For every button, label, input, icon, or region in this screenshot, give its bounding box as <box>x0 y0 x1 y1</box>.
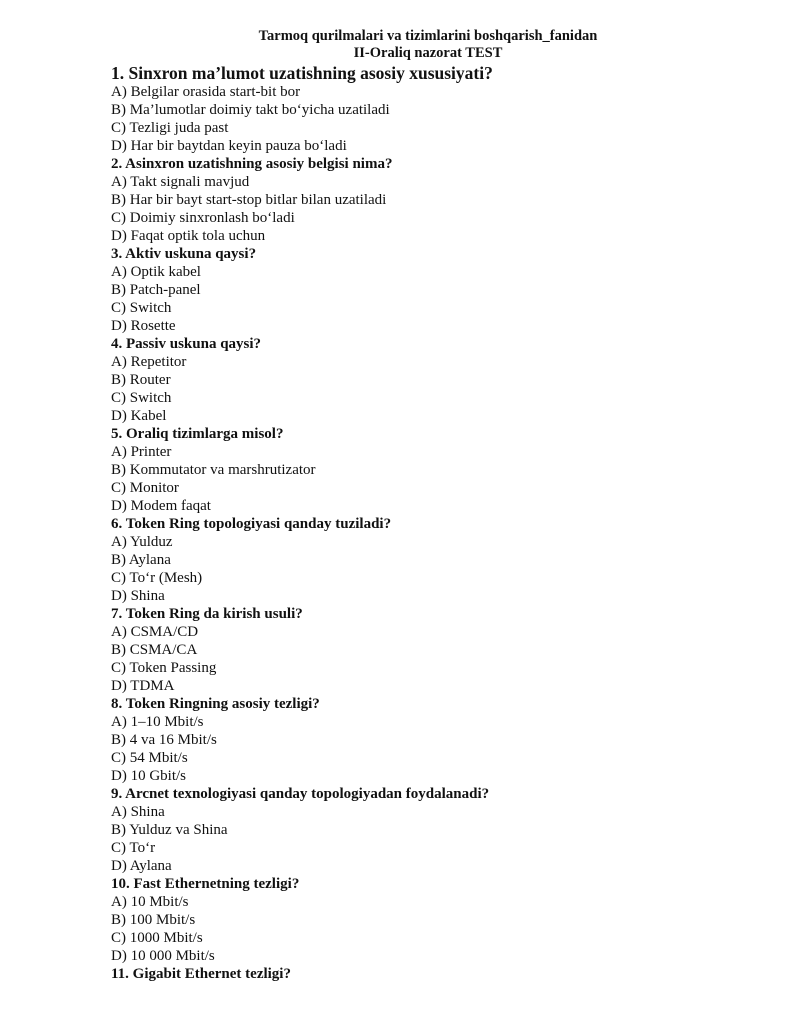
question-block <box>111 605 771 695</box>
question-block <box>111 155 771 245</box>
answer-option: B) Router <box>111 372 171 388</box>
answer-option: C) To‘r <box>111 840 156 856</box>
answer-option: C) 1000 Mbit/s <box>111 930 203 946</box>
answer-option: C) 54 Mbit/s <box>111 750 188 766</box>
document-header-title: Tarmoq qurilmalari va tizimlarini boshqarish_fanidan <box>258 28 598 44</box>
question-title: 1. Sinxron ma’lumot uzatishning asosiy xususiyati? <box>111 63 493 83</box>
answer-option: A) Yulduz <box>111 534 173 550</box>
question-title: 4. Passiv uskuna qaysi? <box>111 336 262 352</box>
answer-option: D) Aylana <box>111 858 172 874</box>
question-block <box>111 245 771 335</box>
question-block <box>111 785 771 875</box>
answer-option: D) Shina <box>111 588 165 604</box>
answer-option: D) Kabel <box>111 408 167 424</box>
question-title: 3. Aktiv uskuna qaysi? <box>111 246 257 262</box>
answer-option: C) Token Passing <box>111 660 217 676</box>
answer-option: A) 1–10 Mbit/s <box>111 714 204 730</box>
answer-option: B) 100 Mbit/s <box>111 912 196 928</box>
answer-option: D) Faqat optik tola uchun <box>111 228 266 244</box>
answer-option: B) Yulduz va Shina <box>111 822 228 838</box>
answer-option: A) Optik kabel <box>111 264 201 280</box>
document-header-subtitle: II-Oraliq nazorat TEST <box>353 45 503 61</box>
answer-option: D) 10 Gbit/s <box>111 768 186 784</box>
answer-option: B) Kommutator va marshrutizator <box>111 462 316 478</box>
question-block <box>111 875 771 965</box>
answer-option: A) Takt signali mavjud <box>111 174 250 190</box>
question-list <box>111 63 771 983</box>
answer-option: D) TDMA <box>111 678 175 694</box>
answer-option: D) 10 000 Mbit/s <box>111 948 215 964</box>
answer-option: A) Printer <box>111 444 172 460</box>
answer-option: C) To‘r (Mesh) <box>111 570 203 586</box>
answer-option: C) Doimiy sinxronlash bo‘ladi <box>111 210 295 226</box>
answer-option: B) Ma’lumotlar doimiy takt bo‘yicha uzatiladi <box>111 102 390 118</box>
answer-option: C) Switch <box>111 300 172 316</box>
question-title: 8. Token Ringning asosiy tezligi? <box>111 696 320 712</box>
question-block <box>111 63 771 155</box>
question-block <box>111 425 771 515</box>
question-block <box>111 965 771 983</box>
question-title: 11. Gigabit Ethernet tezligi? <box>111 966 291 982</box>
answer-option: B) CSMA/CA <box>111 642 198 658</box>
answer-option: B) 4 va 16 Mbit/s <box>111 732 217 748</box>
answer-option: D) Har bir baytdan keyin pauza bo‘ladi <box>111 138 347 154</box>
answer-option: C) Monitor <box>111 480 179 496</box>
answer-option: A) 10 Mbit/s <box>111 894 189 910</box>
answer-option: A) Shina <box>111 804 165 820</box>
question-title: 7. Token Ring da kirish usuli? <box>111 606 303 622</box>
question-block <box>111 695 771 785</box>
answer-option: A) Repetitor <box>111 354 187 370</box>
answer-option: B) Aylana <box>111 552 171 568</box>
answer-option: C) Tezligi juda past <box>111 120 229 136</box>
answer-option: D) Rosette <box>111 318 176 334</box>
question-block <box>111 515 771 605</box>
answer-option: D) Modem faqat <box>111 498 211 514</box>
answer-option: C) Switch <box>111 390 172 406</box>
answer-option: B) Patch-panel <box>111 282 201 298</box>
question-title: 2. Asinxron uzatishning asosiy belgisi nima? <box>111 156 393 172</box>
answer-option: A) Belgilar orasida start-bit bor <box>111 84 301 100</box>
question-title: 5. Oraliq tizimlarga misol? <box>111 426 284 442</box>
question-title: 10. Fast Ethernetning tezligi? <box>111 876 300 892</box>
question-title: 9. Arcnet texnologiyasi qanday topologiyadan foydalanadi? <box>111 786 490 802</box>
question-title: 6. Token Ring topologiyasi qanday tuziladi? <box>111 516 392 532</box>
answer-option: A) CSMA/CD <box>111 624 199 640</box>
answer-option: B) Har bir bayt start-stop bitlar bilan uzatiladi <box>111 192 387 208</box>
question-block <box>111 335 771 425</box>
